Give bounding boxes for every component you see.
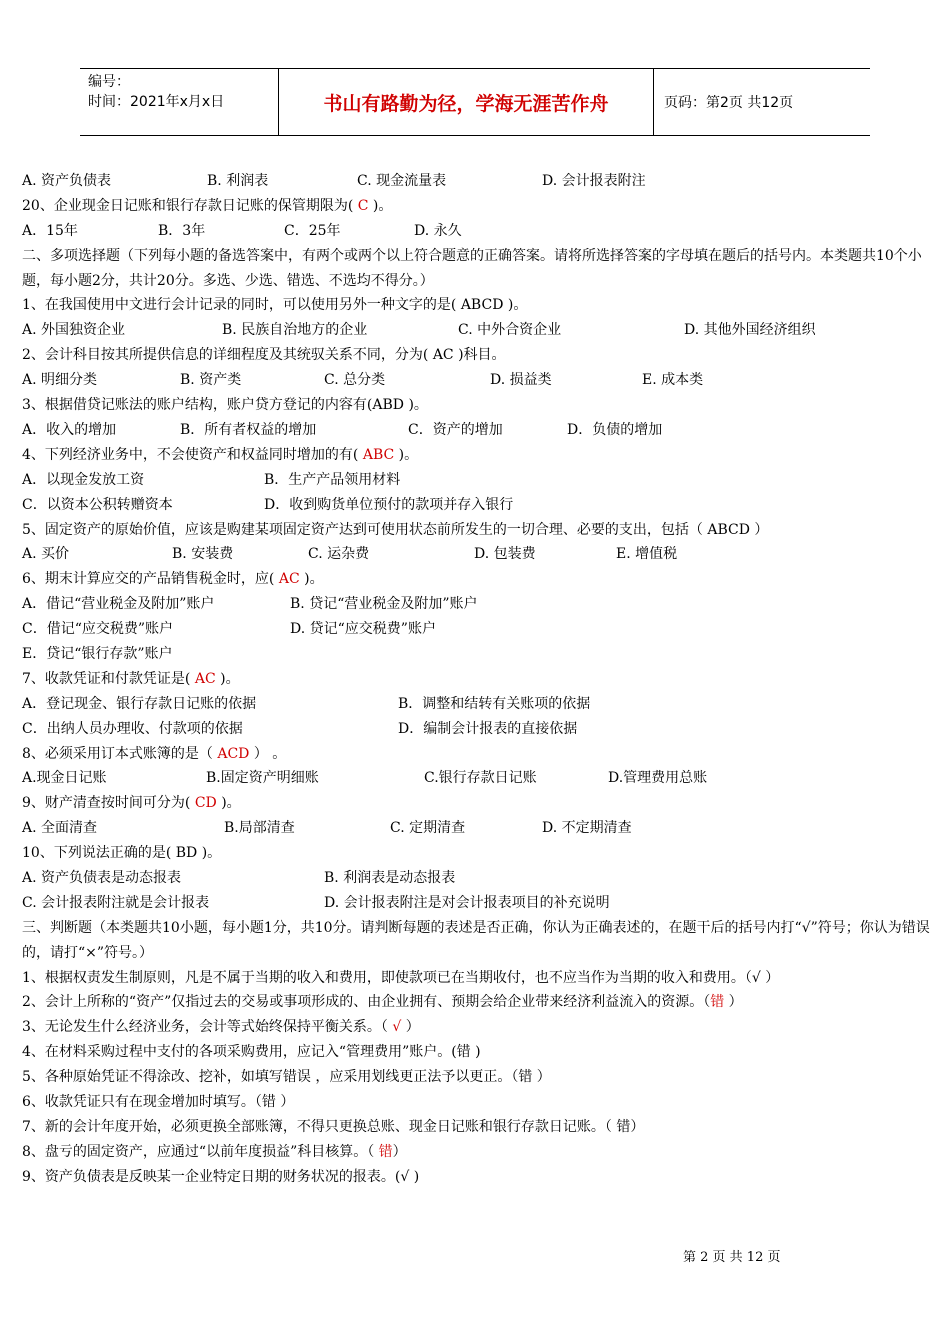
m6-options-row-3: E．贷记“银行存款”账户	[22, 645, 173, 662]
option-e: E. 成本类	[642, 372, 704, 389]
m10-question: 10、下列说法正确的是( BD )。	[22, 845, 222, 862]
option-b: B.局部清查	[224, 820, 295, 837]
answer: AC	[194, 670, 216, 687]
m7-question: 7、收款凭证和付款凭证是( AC )。	[22, 670, 240, 687]
option-d: D.管理费用总账	[608, 770, 708, 787]
m3-question: 3、根据借贷记账法的账户结构，账户贷方登记的内容有(ABD )。	[22, 397, 428, 414]
page-header	[80, 68, 870, 136]
header-meta	[80, 69, 279, 135]
m2-question: 2、会计科目按其所提供信息的详细程度及其统驭关系不同，分为( AC )科目。	[22, 347, 506, 364]
option-c: C. 运杂费	[308, 546, 370, 563]
answer: ABC	[362, 446, 395, 463]
j6-statement: 6、收款凭证只有在现金增加时填写。（错 ）	[22, 1094, 295, 1111]
option-d: D. 损益类	[490, 372, 552, 389]
option-a: A. 明细分类	[22, 372, 98, 389]
option-b: B．生产产品领用材料	[264, 471, 401, 488]
option-b: B.固定资产明细账	[206, 770, 319, 787]
option-a: A．以现金发放工资	[22, 471, 145, 488]
option-d: D．编制会计报表的直接依据	[398, 720, 578, 737]
option-a: A. 外国独资企业	[22, 322, 126, 339]
m6-options-row-1	[22, 592, 930, 617]
j7-statement: 7、新的会计年度开始，必须更换全部账簿，不得只更换总账、现金日记账和银行存款日记账。（ 错）	[22, 1118, 645, 1135]
option-c: C. 定期清查	[390, 820, 466, 837]
j9-statement: 9、资产负债表是反映某一企业特定日期的财务状况的报表。(√ )	[22, 1168, 420, 1185]
j3-statement: 3、无论发生什么经济业务，会计等式始终保持平衡关系。（ √ ）	[22, 1019, 420, 1036]
page-footer: 第 2 页 共 12 页	[683, 1250, 781, 1265]
m3-options	[22, 418, 930, 443]
m8-question: 8、必须采用订本式账簿的是（ ACD ） 。	[22, 745, 287, 762]
m8-options	[22, 766, 930, 791]
m10-options-row-1	[22, 866, 930, 891]
option-d: D．负债的增加	[567, 421, 663, 438]
j5-statement: 5、各种原始凭证不得涂改、挖补，如填写错误 ，应采用划线更正法予以更正。（错 ）	[22, 1069, 551, 1086]
option-b: B. 利润表	[207, 173, 269, 189]
m7-options-row-1	[22, 692, 930, 717]
option-b: B. 贷记“营业税金及附加”账户	[290, 596, 478, 613]
option-b: B．所有者权益的增加	[180, 421, 317, 438]
option-b: B. 民族自治地方的企业	[222, 322, 368, 339]
option-d: D. 永久	[414, 222, 462, 239]
m1-question: 1、在我国使用中文进行会计记录的同时，可以使用另外一种文字的是( ABCD )。	[22, 297, 528, 314]
option-c: C. 中外合资企业	[458, 322, 562, 339]
option-c: C. 总分类	[324, 372, 386, 389]
option-a: A．15年	[22, 222, 78, 239]
option-c: C. 现金流量表	[357, 173, 447, 189]
answer: ACD	[217, 745, 250, 762]
answer: √	[392, 1019, 402, 1036]
option-b: B．3年	[158, 222, 206, 239]
option-d: D. 贷记“应交税费”账户	[290, 621, 436, 638]
option-c: C．以资本公积转赠资本	[22, 496, 173, 513]
document-body	[22, 169, 930, 1190]
j2-statement: 2、会计上所称的“资产”仅指过去的交易或事项形成的、由企业拥有、预期会给企业带来经济利益流入的资源。（错 ）	[22, 994, 743, 1011]
option-c: C．资产的增加	[408, 421, 503, 438]
option-a: A．登记现金、银行存款日记账的依据	[22, 695, 257, 712]
option-a: A. 资产负债表	[22, 173, 112, 189]
j8-statement: 8、盘亏的固定资产，应通过“以前年度损益”科目核算。（ 错）	[22, 1143, 407, 1160]
option-c: C.银行存款日记账	[424, 770, 537, 787]
option-b: B. 资产类	[180, 372, 242, 389]
option-a: A. 资产负债表是动态报表	[22, 869, 182, 886]
option-d: D．收到购货单位预付的款项并存入银行	[264, 496, 514, 513]
j1-statement: 1、根据权责发生制原则，凡是不属于当期的收入和费用，即使款项已在当期收付，也不应当作为当期的收入和费用。（√ ）	[22, 969, 780, 986]
m9-question: 9、财产清查按时间可分为( CD )。	[22, 795, 241, 812]
option-d: D. 不定期清查	[542, 820, 632, 837]
m6-question: 6、期末计算应交的产品销售税金时，应( AC )。	[22, 571, 324, 588]
m1-options	[22, 318, 930, 343]
option-a: A. 买价	[22, 546, 70, 563]
header-motto: 书山有路勤为径，学海无涯苦作舟	[279, 69, 654, 135]
header-number: 编号：	[88, 74, 130, 90]
m5-options	[22, 542, 930, 567]
q20-options	[22, 219, 930, 244]
m5-question: 5、固定资产的原始价值，应该是购建某项固定资产达到可使用状态前所发生的一切合理、必要的支出，包括（ ABCD ）	[22, 521, 769, 538]
option-a: A.现金日记账	[22, 770, 107, 787]
option-d: D. 会计报表附注是对会计报表项目的补充说明	[324, 894, 610, 911]
header-time: 时间：2021年x月x日	[88, 94, 225, 110]
q20-question: 20、企业现金日记账和银行存款日记账的保管期限为( C )。	[22, 197, 393, 214]
answer: AC	[278, 571, 300, 588]
option-b: B. 安装费	[172, 546, 234, 563]
answer: 错	[378, 1143, 393, 1160]
answer: CD	[194, 795, 217, 812]
option-c: C．借记“应交税费”账户	[22, 621, 174, 638]
m4-options-row-2	[22, 493, 930, 518]
option-c: C．出纳人员办理收、付款项的依据	[22, 720, 243, 737]
m4-question: 4、下列经济业务中，不会使资产和权益同时增加的有( ABC )。	[22, 446, 419, 463]
j4-statement: 4、在材料采购过程中支付的各项采购费用，应记入“管理费用”账户。(错 )	[22, 1044, 481, 1061]
m7-options-row-2	[22, 717, 930, 742]
option-c: C．25年	[284, 222, 341, 239]
option-d: D. 会计报表附注	[542, 173, 646, 189]
answer: C	[357, 197, 369, 214]
option-a: A．借记“营业税金及附加”账户	[22, 596, 215, 613]
option-d: D. 其他外国经济组织	[684, 322, 816, 339]
option-b: B. 利润表是动态报表	[324, 869, 456, 886]
m6-options-row-2	[22, 617, 930, 642]
m4-options-row-1	[22, 468, 930, 493]
m10-options-row-2	[22, 891, 930, 916]
option-b: B．调整和结转有关账项的依据	[398, 695, 591, 712]
section-3-intro: 三、判断题（本类题共10小题，每小题1分，共10分。请判断每题的表述是否正确，你认为正确表述的，在题干后的括号内打“√”符号；你认为错误的，请打“×”符号。）	[22, 919, 930, 961]
m2-options	[22, 368, 930, 393]
option-c: C. 会计报表附注就是会计报表	[22, 894, 210, 911]
option-e: E. 增值税	[616, 546, 678, 563]
section-2-intro: 二、多项选择题（下列每小题的备选答案中，有两个或两个以上符合题意的正确答案。请将所选择答案的字母填在题后的括号内。本类题共10个小题，每小题2分，共计20分。多选、少选、错选、不选均不得分。）	[22, 247, 922, 289]
option-a: A．收入的增加	[22, 421, 117, 438]
header-page-number: 页码：第2页 共12页	[664, 95, 794, 111]
m9-options	[22, 816, 930, 841]
q19-options	[22, 169, 930, 194]
option-a: A. 全面清查	[22, 820, 98, 837]
answer: 错	[710, 994, 725, 1011]
option-d: D. 包装费	[474, 546, 536, 563]
